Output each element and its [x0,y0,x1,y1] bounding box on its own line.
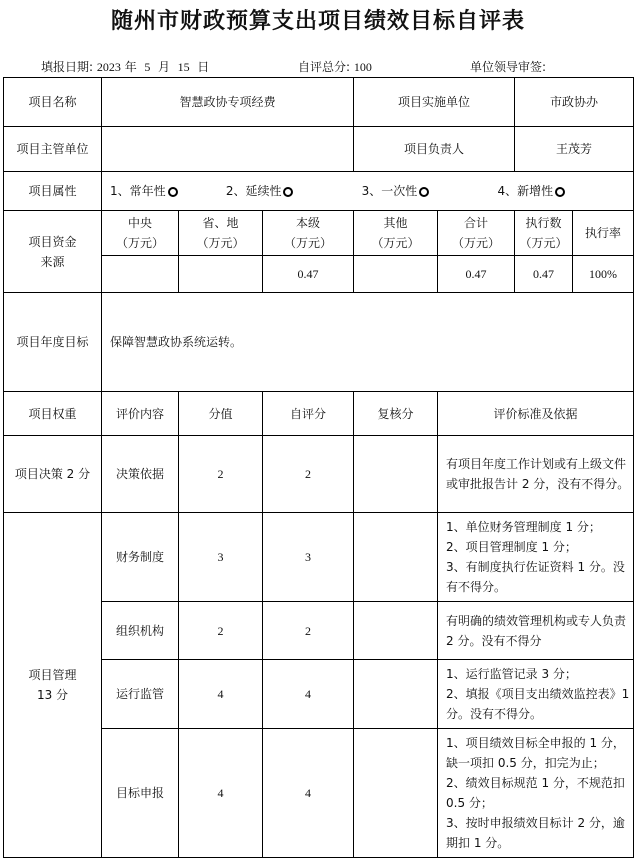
row-score: 3 [179,513,263,602]
funds-col-exec-rate: 执行率 [573,211,634,256]
criteria-line: 2、绩效目标规范 1 分，不规范扣 0.5 分； [446,776,625,810]
attr-row [4,172,634,211]
funds-col-central [102,211,179,256]
funds-col-unit: （万元） [196,236,245,250]
row-review-score [354,602,438,660]
row-review-score [354,660,438,729]
funds-label [4,211,102,293]
row-score: 2 [179,436,263,513]
attr-option-new[interactable] [497,181,565,201]
funds-col-unit: （万元） [519,236,568,250]
eval-header-row [4,392,634,436]
impl-unit-label: 项目实施单位 [354,78,515,127]
funds-col-other-name: 其他 [383,216,408,230]
funds-header-row [4,211,634,256]
row-self-score: 2 [263,436,354,513]
row-item: 目标申报 [102,729,179,858]
fill-date [41,58,209,75]
dept-row [4,127,634,172]
row-self-score: 2 [263,602,354,660]
funds-col-executed-name: 执行数 [525,216,562,230]
attr-option-regular[interactable] [110,181,222,201]
goal-value: 保障智慧政协系统运转。 [102,293,634,392]
project-name-value: 智慧政协专项经费 [102,78,354,127]
row-review-score [354,729,438,858]
funds-col-province-name: 省、地 [202,216,239,230]
row-item: 决策依据 [102,436,179,513]
row-criteria [438,660,634,729]
group-management-name-line2: 13 分 [36,688,69,702]
funds-col-unit: （万元） [452,236,501,250]
group-decision-name: 项目决策 2 分 [4,436,102,513]
person-value: 王茂芳 [515,127,634,172]
funds-col-central-name: 中央 [127,216,152,230]
funds-col-province [179,211,263,256]
attr-option-onetime[interactable] [362,181,494,201]
funds-col-executed [515,211,573,256]
funds-executed-value: 0.47 [515,256,573,293]
impl-unit-value: 市政协办 [515,78,634,127]
row-self-score: 4 [263,660,354,729]
dept-value [102,127,354,172]
circle-icon [555,187,565,197]
project-name-row [4,78,634,127]
criteria-line: 1、运行监管记录 3 分； [446,667,577,681]
attr-option-onetime-label: 3、一次性 [361,184,418,198]
goal-row [4,293,634,392]
row-self-score: 3 [263,513,354,602]
row-criteria [438,602,634,660]
group-management-name-line1: 项目管理 [28,668,77,682]
funds-col-unit: （万元） [284,236,333,250]
criteria-line: 3、有制度执行佐证资料 1 分。没有不得分。 [446,560,625,594]
eval-header-score: 分值 [179,392,263,436]
eval-header-weight: 项目权重 [4,392,102,436]
attr-option-continuing[interactable] [226,181,358,201]
attr-label: 项目属性 [4,172,102,211]
funds-other-value [354,256,438,293]
row-criteria [438,436,634,513]
table-row [4,436,634,513]
circle-icon [168,187,178,197]
criteria-line: 1、项目绩效目标全申报的 1 分，缺一项扣 0.5 分，扣完为止； [446,736,625,770]
fill-date-day: 15 [177,60,190,74]
criteria-line: 2、填报《项目支出绩效监控表》1 分。没有不得分。 [446,687,630,721]
funds-label-line2: 来源 [40,254,65,269]
attr-option-regular-label: 1、常年性 [110,184,166,198]
funds-col-local-name: 本级 [296,216,321,230]
group-management-name [4,513,102,858]
eval-header-content: 评价内容 [102,392,179,436]
funds-col-local [263,211,354,256]
funds-col-unit: （万元） [371,236,420,250]
criteria-line: 3、按时申报绩效目标计 2 分，逾期扣 1 分。 [446,816,625,850]
criteria-line: 有明确的绩效管理机构或专人负责 2 分。没有不得分 [446,613,627,648]
row-score: 4 [179,729,263,858]
row-item: 财务制度 [102,513,179,602]
fill-date-month: 5 [144,60,151,74]
eval-header-criteria: 评价标准及依据 [438,392,634,436]
row-item: 运行监管 [102,660,179,729]
funds-col-other [354,211,438,256]
table-row [4,513,634,602]
total-score-label: 自评总分: [298,60,351,74]
fill-date-day-unit: 日 [197,60,210,74]
funds-total-value: 0.47 [438,256,515,293]
leader-sign [470,58,546,75]
total-score-value: 100 [353,60,372,74]
goal-label: 项目年度目标 [4,293,102,392]
criteria-line: 2、项目管理制度 1 分； [446,540,577,554]
attr-option-continuing-label: 2、延续性 [225,184,282,198]
funds-local-value: 0.47 [263,256,354,293]
funds-col-unit: （万元） [115,236,164,250]
row-criteria [438,729,634,858]
evaluation-table [3,77,634,858]
criteria-line: 1、单位财务管理制度 1 分； [446,520,601,534]
fill-date-month-unit: 月 [158,60,171,74]
fill-date-label: 填报日期: [41,60,94,74]
funds-label-line1: 项目资金 [28,234,77,249]
funds-exec-rate-value: 100% [573,256,634,293]
total-score [298,58,372,75]
form-title: 随州市财政预算支出项目绩效目标自评表 [110,8,525,34]
row-review-score [354,436,438,513]
criteria-line: 有项目年度工作计划或有上级文件或审批报告计 2 分，没有不得分。 [446,457,630,491]
attr-option-new-label: 4、新增性 [497,184,554,198]
funds-province-value [179,256,263,293]
eval-header-self-score: 自评分 [263,392,354,436]
funds-col-total [438,211,515,256]
fill-date-year: 2023 [96,60,121,74]
row-item: 组织机构 [102,602,179,660]
row-score: 2 [179,602,263,660]
row-score: 4 [179,660,263,729]
row-criteria [438,513,634,602]
circle-icon [419,187,429,197]
eval-header-review-score: 复核分 [354,392,438,436]
funds-col-total-name: 合计 [464,216,489,230]
funds-central-value [102,256,179,293]
person-label: 项目负责人 [354,127,515,172]
leader-sign-label: 单位领导审签: [470,60,547,74]
row-self-score: 4 [263,729,354,858]
attr-options [102,172,634,211]
fill-date-year-unit: 年 [124,60,137,74]
project-name-label: 项目名称 [4,78,102,127]
dept-label: 项目主管单位 [4,127,102,172]
circle-icon [283,187,293,197]
row-review-score [354,513,438,602]
